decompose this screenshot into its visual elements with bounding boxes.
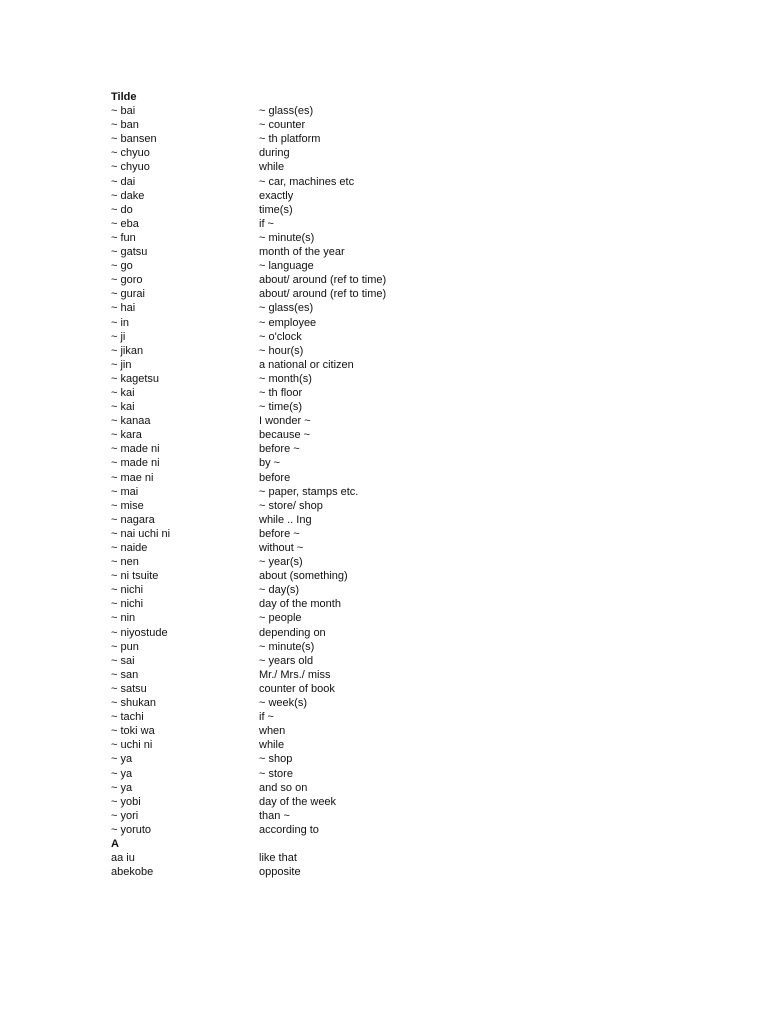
glossary-row (111, 527, 671, 541)
glossary-meaning: ~ paper, stamps etc. (259, 485, 359, 498)
glossary-meaning: about/ around (ref to time) (259, 274, 387, 287)
glossary-row (111, 245, 671, 259)
glossary-meaning: ~ employee (259, 316, 317, 329)
glossary-term: ~ jikan (111, 344, 144, 357)
glossary-meaning: while (259, 161, 285, 174)
glossary-meaning: before ~ (259, 527, 300, 540)
glossary-meaning: ~ people (259, 612, 302, 625)
glossary-meaning: a national or citizen (259, 358, 354, 371)
glossary-term: ~ ban (111, 119, 139, 132)
glossary-term: ~ kanaa (111, 415, 151, 428)
glossary-meaning: Mr./ Mrs./ miss (259, 668, 331, 681)
section-heading: A (111, 837, 119, 850)
glossary-meaning: opposite (259, 866, 301, 879)
glossary-row (111, 710, 671, 724)
glossary-row (111, 513, 671, 527)
glossary-meaning: when (259, 725, 286, 738)
glossary-meaning: ~ counter (259, 119, 306, 132)
glossary-row (111, 851, 671, 865)
glossary-meaning: ~ glass(es) (259, 302, 314, 315)
glossary-term: ~ ni tsuite (111, 570, 159, 583)
glossary-row (111, 626, 671, 640)
glossary-row (111, 654, 671, 668)
glossary-term: ~ satsu (111, 682, 147, 695)
glossary-row (111, 372, 671, 386)
glossary-row (111, 738, 671, 752)
glossary-row (111, 316, 671, 330)
glossary-term: ~ nai uchi ni (111, 527, 171, 540)
glossary-term: ~ nagara (111, 513, 155, 526)
glossary-row (111, 428, 671, 442)
glossary-meaning: about (something) (259, 570, 348, 583)
glossary-row (111, 555, 671, 569)
glossary-row (111, 442, 671, 456)
glossary-row (111, 175, 671, 189)
glossary-term: ~ shukan (111, 697, 156, 710)
glossary-meaning: counter of book (259, 682, 335, 695)
glossary-term: aa iu (111, 852, 135, 865)
glossary-meaning: ~ month(s) (259, 372, 312, 385)
glossary-row (111, 682, 671, 696)
glossary-term: ~ mae ni (111, 471, 154, 484)
glossary-term: ~ go (111, 260, 133, 273)
glossary-term: ~ yoruto (111, 823, 152, 836)
glossary-meaning: by ~ (259, 457, 281, 470)
glossary-term: ~ nen (111, 556, 139, 569)
glossary-term: abekobe (111, 866, 154, 879)
glossary-meaning: ~ minute(s) (259, 231, 315, 244)
glossary-term: ~ yobi (111, 795, 141, 808)
glossary-meaning: ~ th floor (259, 386, 303, 399)
glossary-term: ~ made ni (111, 457, 160, 470)
glossary-term: ~ toki wa (111, 725, 155, 738)
glossary-row (111, 569, 671, 583)
glossary-term: ~ tachi (111, 711, 144, 724)
glossary-row (111, 668, 671, 682)
glossary-row (111, 597, 671, 611)
glossary-row (111, 795, 671, 809)
glossary-page (111, 90, 671, 879)
glossary-row (111, 273, 671, 287)
glossary-row (111, 160, 671, 174)
glossary-term: ~ made ni (111, 443, 160, 456)
glossary-term: ~ gurai (111, 288, 145, 301)
glossary-meaning: while .. Ing (259, 513, 312, 526)
glossary-row (111, 189, 671, 203)
glossary-meaning: ~ minute(s) (259, 640, 315, 653)
glossary-term: ~ bai (111, 105, 136, 118)
glossary-row (111, 640, 671, 654)
glossary-meaning: ~ day(s) (259, 584, 300, 597)
glossary-meaning: because ~ (259, 429, 311, 442)
glossary-term: ~ ya (111, 781, 133, 794)
glossary-term: ~ kara (111, 429, 142, 442)
glossary-row (111, 146, 671, 160)
glossary-row (111, 203, 671, 217)
glossary-meaning: according to (259, 823, 319, 836)
glossary-term: ~ goro (111, 274, 143, 287)
glossary-meaning: ~ store (259, 767, 293, 780)
glossary-row (111, 767, 671, 781)
glossary-term: ~ gatsu (111, 246, 148, 259)
glossary-meaning: day of the month (259, 598, 341, 611)
glossary-term: ~ san (111, 668, 139, 681)
glossary-meaning: ~ language (259, 260, 314, 273)
glossary-row (111, 414, 671, 428)
glossary-row (111, 541, 671, 555)
glossary-meaning: ~ store/ shop (259, 499, 323, 512)
glossary-meaning: about/ around (ref to time) (259, 288, 387, 301)
glossary-term: ~ chyuo (111, 147, 150, 160)
glossary-meaning: ~ year(s) (259, 556, 303, 569)
glossary-row (111, 456, 671, 470)
glossary-row (111, 301, 671, 315)
glossary-term: ~ hai (111, 302, 136, 315)
glossary-row (111, 724, 671, 738)
glossary-term: ~ in (111, 316, 130, 329)
glossary-row (111, 611, 671, 625)
glossary-meaning: ~ hour(s) (259, 344, 304, 357)
glossary-row (111, 358, 671, 372)
glossary-row (111, 499, 671, 513)
glossary-term: ~ ya (111, 767, 133, 780)
glossary-meaning: exactly (259, 189, 294, 202)
glossary-row (111, 400, 671, 414)
glossary-row (111, 118, 671, 132)
glossary-row (111, 696, 671, 710)
glossary-row (111, 330, 671, 344)
glossary-term: ~ kai (111, 386, 135, 399)
glossary-term: ~ naide (111, 542, 148, 554)
glossary-term: ~ mai (111, 485, 139, 498)
glossary-meaning: if ~ (259, 217, 274, 230)
glossary-term: ~ sai (111, 654, 135, 667)
glossary-meaning: before (259, 471, 291, 484)
glossary-term: ~ nichi (111, 598, 144, 611)
glossary-term: ~ fun (111, 231, 136, 244)
glossary-meaning: and so on (259, 781, 308, 794)
glossary-row (111, 809, 671, 823)
glossary-meaning: like that (259, 852, 297, 865)
glossary-term: ~ do (111, 203, 133, 216)
glossary-term: ~ jin (111, 358, 132, 371)
glossary-meaning: ~ shop (259, 753, 293, 766)
glossary-row (111, 485, 671, 499)
glossary-meaning: ~ years old (259, 654, 314, 667)
glossary-meaning: if ~ (259, 711, 274, 724)
glossary-term: ~ nin (111, 612, 136, 625)
glossary-row (111, 259, 671, 273)
glossary-row (111, 865, 671, 879)
glossary-meaning: than ~ (259, 809, 290, 822)
glossary-term: ~ kai (111, 401, 135, 414)
glossary-meaning: before ~ (259, 443, 300, 456)
glossary-term: ~ ji (111, 330, 126, 343)
glossary-term: ~ ya (111, 753, 133, 766)
glossary-row (111, 344, 671, 358)
glossary-row (111, 583, 671, 597)
glossary-meaning: month of the year (259, 246, 345, 259)
glossary-term: ~ mise (111, 499, 144, 512)
glossary-term: ~ uchi ni (111, 739, 153, 752)
glossary-meaning: ~ week(s) (259, 697, 307, 710)
glossary-meaning: while (259, 739, 285, 752)
glossary-term: ~ nichi (111, 584, 144, 597)
glossary-term: ~ kagetsu (111, 372, 160, 385)
glossary-row (111, 823, 671, 837)
glossary-row (111, 287, 671, 301)
glossary-row (111, 752, 671, 766)
glossary-term: ~ dai (111, 175, 136, 188)
glossary-meaning: ~ o'clock (259, 330, 302, 343)
glossary-meaning: day of the week (259, 795, 337, 808)
glossary-term: ~ bansen (111, 133, 157, 146)
glossary-meaning: depending on (259, 626, 326, 639)
glossary-term: ~ eba (111, 217, 139, 230)
glossary-row (111, 231, 671, 245)
glossary-meaning: ~ car, machines etc (259, 175, 355, 188)
glossary-meaning: without ~ (259, 542, 304, 554)
glossary-row (111, 217, 671, 231)
glossary-row (111, 471, 671, 485)
section-heading: Tilde (111, 91, 137, 103)
glossary-row (111, 386, 671, 400)
glossary-meaning: time(s) (259, 203, 293, 216)
glossary-term: ~ pun (111, 640, 139, 653)
glossary-row (111, 781, 671, 795)
glossary-meaning: during (259, 147, 290, 160)
glossary-term: ~ dake (111, 189, 145, 202)
glossary-meaning: ~ th platform (259, 133, 321, 146)
glossary-meaning: ~ glass(es) (259, 105, 314, 118)
glossary-row (111, 104, 671, 118)
glossary-term: ~ chyuo (111, 161, 150, 174)
glossary-meaning: I wonder ~ (259, 415, 311, 428)
glossary-term: ~ niyostude (111, 626, 168, 639)
glossary-term: ~ yori (111, 809, 139, 822)
glossary-row (111, 132, 671, 146)
glossary-meaning: ~ time(s) (259, 401, 303, 414)
